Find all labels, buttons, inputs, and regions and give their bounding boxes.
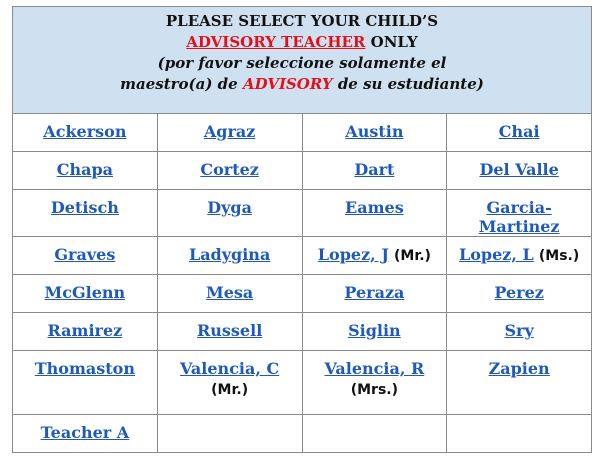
- empty-cell: [302, 415, 447, 453]
- header-line-4-pre: maestro(a) de: [120, 75, 243, 93]
- teacher-link-thomaston[interactable]: Thomaston: [34, 359, 135, 378]
- table-row: [13, 190, 592, 237]
- teacher-cell: [302, 190, 447, 237]
- teacher-link-perez[interactable]: Perez: [494, 283, 544, 302]
- empty-cell: [157, 415, 302, 453]
- teacher-link-ramirez[interactable]: Ramirez: [47, 321, 123, 340]
- teacher-link-mcglenn[interactable]: McGlenn: [44, 283, 126, 302]
- header-line-4-post: de su estudiante): [332, 75, 484, 93]
- table-row: [13, 351, 592, 415]
- teacher-cell: [447, 351, 592, 415]
- teacher-cell: [13, 313, 158, 351]
- teacher-link-lopez-j[interactable]: Lopez, J: [317, 245, 389, 264]
- header-line-2: [13, 32, 591, 53]
- teacher-link-garcia-martinez[interactable]: Garcia-Martinez: [478, 198, 560, 236]
- teacher-link-sry[interactable]: Sry: [504, 321, 534, 340]
- teacher-cell: [13, 415, 158, 453]
- teacher-link-valencia-r[interactable]: Valencia, R: [324, 359, 425, 378]
- teacher-link-agraz[interactable]: Agraz: [203, 122, 256, 141]
- teacher-cell: [302, 351, 447, 415]
- teacher-cell: [302, 275, 447, 313]
- teacher-link-chai[interactable]: Chai: [498, 122, 540, 141]
- teacher-cell: [157, 313, 302, 351]
- title-suffix: (Mrs.): [350, 382, 399, 398]
- table-row: [13, 313, 592, 351]
- teacher-link-teacher-a[interactable]: Teacher A: [40, 423, 130, 442]
- advisory-highlight: ADVISORY: [242, 75, 333, 93]
- advisory-selection-panel: [12, 6, 592, 453]
- teacher-cell: [302, 237, 447, 275]
- table-row: [13, 237, 592, 275]
- teacher-link-mesa[interactable]: Mesa: [205, 283, 254, 302]
- teacher-link-cortez[interactable]: Cortez: [200, 160, 259, 179]
- header-line-4: [13, 74, 591, 95]
- teacher-link-siglin[interactable]: Siglin: [348, 321, 401, 340]
- teacher-link-dart[interactable]: Dart: [354, 160, 395, 179]
- teacher-cell: [447, 190, 592, 237]
- teacher-cell: [447, 114, 592, 152]
- teacher-link-valencia-c[interactable]: Valencia, C: [179, 359, 280, 378]
- teacher-cell: [157, 275, 302, 313]
- teacher-cell: [157, 114, 302, 152]
- table-row: [13, 415, 592, 453]
- title-suffix: (Mr.): [393, 248, 431, 264]
- empty-cell: [447, 415, 592, 453]
- header-line-1: PLEASE SELECT YOUR CHILD’S: [165, 12, 439, 30]
- table-row: [13, 114, 592, 152]
- title-suffix: (Ms.): [538, 248, 580, 264]
- teacher-link-austin[interactable]: Austin: [345, 122, 404, 141]
- teacher-cell: [302, 313, 447, 351]
- teacher-cell: [13, 275, 158, 313]
- advisory-teacher-highlight: ADVISORY TEACHER: [186, 33, 366, 51]
- teacher-cell: [447, 275, 592, 313]
- teacher-link-russell[interactable]: Russell: [196, 321, 263, 340]
- teacher-table: [12, 6, 592, 453]
- teacher-link-chapa[interactable]: Chapa: [56, 160, 114, 179]
- teacher-cell: [13, 351, 158, 415]
- teacher-link-peraza[interactable]: Peraza: [344, 283, 405, 302]
- teacher-cell: [447, 237, 592, 275]
- teacher-cell: [302, 114, 447, 152]
- teacher-link-eames[interactable]: Eames: [345, 198, 404, 217]
- instructions-header: [13, 7, 592, 114]
- teacher-link-lopez-l[interactable]: Lopez, L: [459, 245, 534, 264]
- teacher-cell: [447, 313, 592, 351]
- teacher-link-ladygina[interactable]: Ladygina: [188, 245, 271, 264]
- teacher-cell: [157, 152, 302, 190]
- teacher-link-zapien[interactable]: Zapien: [488, 359, 550, 378]
- teacher-link-ackerson[interactable]: Ackerson: [43, 122, 127, 141]
- teacher-cell: [302, 152, 447, 190]
- teacher-link-detisch[interactable]: Detisch: [50, 198, 119, 217]
- header-line-3: (por favor seleccione solamente el: [157, 54, 447, 72]
- title-suffix: (Mr.): [211, 382, 249, 398]
- teacher-cell: [157, 237, 302, 275]
- teacher-link-del-valle[interactable]: Del Valle: [479, 160, 559, 179]
- teacher-cell: [157, 351, 302, 415]
- table-row: [13, 275, 592, 313]
- header-line-2-rest: ONLY: [365, 33, 418, 51]
- teacher-cell: [13, 237, 158, 275]
- teacher-cell: [13, 114, 158, 152]
- table-row: [13, 152, 592, 190]
- teacher-cell: [13, 190, 158, 237]
- teacher-cell: [157, 190, 302, 237]
- teacher-link-dyga[interactable]: Dyga: [207, 198, 252, 217]
- teacher-cell: [447, 152, 592, 190]
- teacher-cell: [13, 152, 158, 190]
- teacher-link-graves[interactable]: Graves: [54, 245, 116, 264]
